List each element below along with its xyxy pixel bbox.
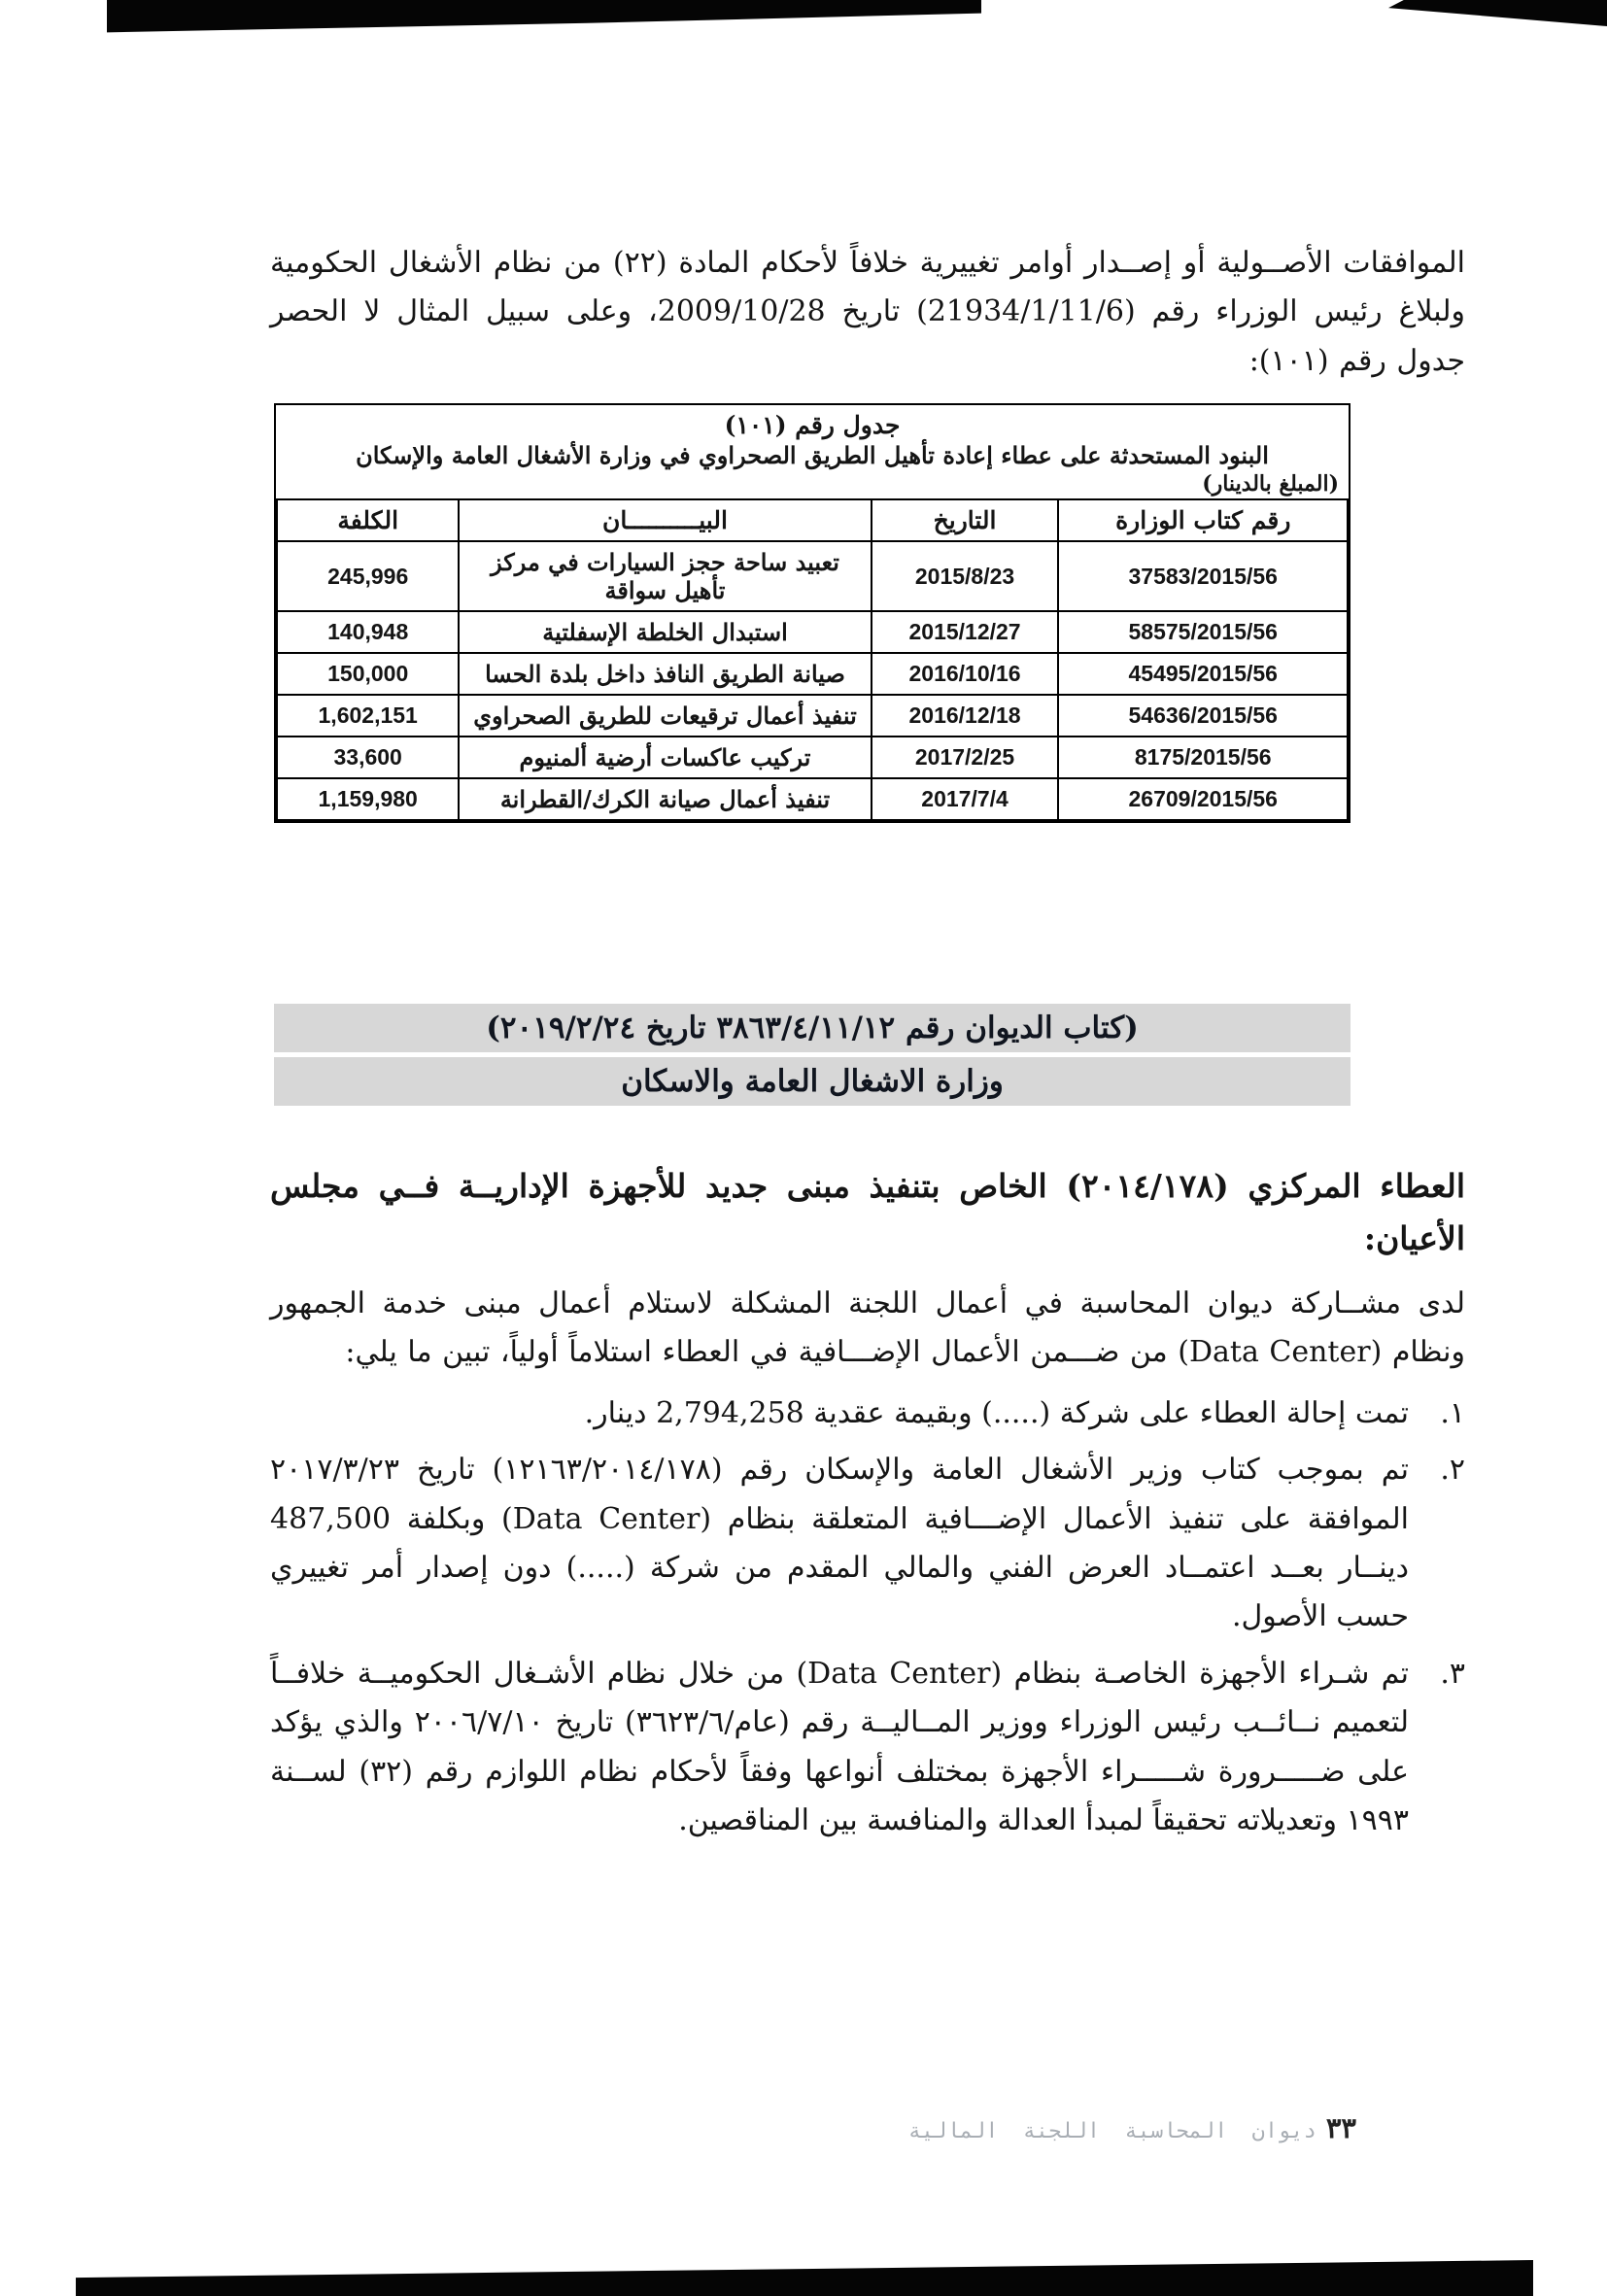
list-item-number: ٣. — [1440, 1656, 1465, 1691]
findings-list — [270, 1389, 1465, 1846]
table-header-row — [277, 499, 1348, 541]
table-cell: تركيب عاكسات أرضية ألمنيوم — [459, 737, 871, 778]
diwan-reference-block — [274, 1004, 1351, 1106]
table-cell: 58575/2015/56 — [1058, 611, 1348, 653]
table-row — [277, 653, 1348, 695]
table-cell: تعبيد ساحة حجز السيارات في مركز تأهيل سواقة — [459, 541, 871, 611]
table-cell: 140,948 — [277, 611, 459, 653]
table-cell: 2016/12/18 — [872, 695, 1059, 737]
table-cell: 37583/2015/56 — [1058, 541, 1348, 611]
footer-watermark: ديوان المحاسبة اللجنة المالية — [907, 2119, 1316, 2143]
table-title: جدول رقم (١٠١) — [724, 411, 901, 440]
list-item-text: تم بموجب كتاب وزير الأشغال العامة والإسكان رقم (١٢١٦٣/٢٠١٤/١٧٨) تاريخ ٢٠١٧/٣/٢٣ الموافقة على تنفيذ الأعمال الإضـــافية المتعلقة بنظام (Data Center) وبكلفة 487,500 دينــار بعــد اعتمــاد العرض الفني والمالي المقدم من شركة (.....) دون إصدار أمر تغييري حسب الأصول. — [270, 1453, 1410, 1634]
table-cell: صيانة الطريق النافذ داخل بلدة الحسا — [459, 653, 871, 695]
table-cell: استبدال الخلطة الإسفلتية — [459, 611, 871, 653]
table-cell: 150,000 — [277, 653, 459, 695]
table-row — [277, 611, 1348, 653]
header-description: البيــــــــــان — [459, 499, 871, 541]
table-cell: 2015/8/23 — [872, 541, 1059, 611]
table-cell: 245,996 — [277, 541, 459, 611]
table-row — [277, 778, 1348, 820]
table-row — [277, 737, 1348, 778]
table-cell: 2017/2/25 — [872, 737, 1059, 778]
page-footer — [908, 2111, 1356, 2144]
header-date: التاريخ — [872, 499, 1059, 541]
table-cell: 45495/2015/56 — [1058, 653, 1348, 695]
table-cell: 1,159,980 — [277, 778, 459, 820]
table-cell: تنفيذ أعمال ترقيعات للطريق الصحراوي — [459, 695, 871, 737]
header-ministry-letter-no: رقم كتاب الوزارة — [1058, 499, 1348, 541]
list-item-number: ٢. — [1440, 1453, 1465, 1488]
diwan-letter-reference: (كتاب الديوان رقم ٣٨٦٣/٤/١١/١٢ تاريخ ٢٠١٩/٢/٢٤) — [274, 1004, 1351, 1052]
list-item — [270, 1446, 1465, 1642]
table-cell: 2016/10/16 — [872, 653, 1059, 695]
table-cell: تنفيذ أعمال صيانة الكرك/القطرانة — [459, 778, 871, 820]
table-row — [277, 695, 1348, 737]
list-item — [270, 1650, 1465, 1846]
table-cell: 8175/2015/56 — [1058, 737, 1348, 778]
list-item-number: ١. — [1440, 1395, 1465, 1430]
list-item — [270, 1389, 1465, 1438]
intro-paragraph: الموافقات الأصــولية أو إصــدار أوامر تغييرية خلافاً لأحكام المادة (٢٢) من نظام الأشغال الحكومية ولبلاغ رئيس الوزراء رقم (21934/1/11/6) تاريخ 2009/10/28، وعلى سبيل المثال لا الحصر جدول رقم (١٠١): — [270, 246, 1465, 378]
table-cell: 26709/2015/56 — [1058, 778, 1348, 820]
amendments-table — [276, 498, 1349, 821]
table-row — [277, 541, 1348, 611]
page-number: ٣٣ — [1325, 2111, 1356, 2144]
table-unit-note: (المبلغ بالدينار) — [1202, 471, 1339, 497]
table-cell: 1,602,151 — [277, 695, 459, 737]
section-heading: العطاء المركزي (٢٠١٤/١٧٨) الخاص بتنفيذ مبنى جديد للأجهزة الإداريــة فــي مجلس الأعيان: — [270, 1167, 1465, 1257]
table-title-block — [276, 405, 1349, 498]
table-subtitle: البنود المستحدثة على عطاء إعادة تأهيل الطريق الصحراوي في وزارة الأشغال العامة والإسكان — [356, 441, 1269, 470]
table-cell: 54636/2015/56 — [1058, 695, 1348, 737]
table-101 — [274, 403, 1351, 823]
table-cell: 33,600 — [277, 737, 459, 778]
header-cost: الكلفة — [277, 499, 459, 541]
table-cell: 2017/7/4 — [872, 778, 1059, 820]
list-item-text: تم شـراء الأجهزة الخاصـة بنظام (Data Center) من خلال نظام الأشـغال الحكوميــة خلافــاً لتعميم نــائــب رئيس الوزراء ووزير المــاليــة رقم (عام/٣٦٢٣/٦) تاريخ ٢٠٠٦/٧/١٠ والذي يؤكد على ضـــــرورة شـــــراء الأجهزة بمختلف أنواعها وفقاً لأحكام نظام اللوازم رقم (٣٢) لســنة ١٩٩٣ وتعديلاته تحقيقاً لمبدأ العدالة والمنافسة بين المناقصين. — [270, 1656, 1410, 1837]
ministry-name: وزارة الاشغال العامة والاسكان — [274, 1057, 1351, 1106]
list-item-text: تمت إحالة العطاء على شركة (.....) وبقيمة عقدية 2,794,258 دينار. — [584, 1395, 1409, 1430]
lead-paragraph: لدى مشــاركة ديوان المحاسبة في أعمال اللجنة المشكلة لاستلام أعمال مبنى خدمة الجمهور ونظام (Data Center) من ضـــمن الأعمال الإضـــافية في العطاء استلاماً أولياً، تبين ما يلي: — [270, 1286, 1465, 1370]
table-cell: 2015/12/27 — [872, 611, 1059, 653]
